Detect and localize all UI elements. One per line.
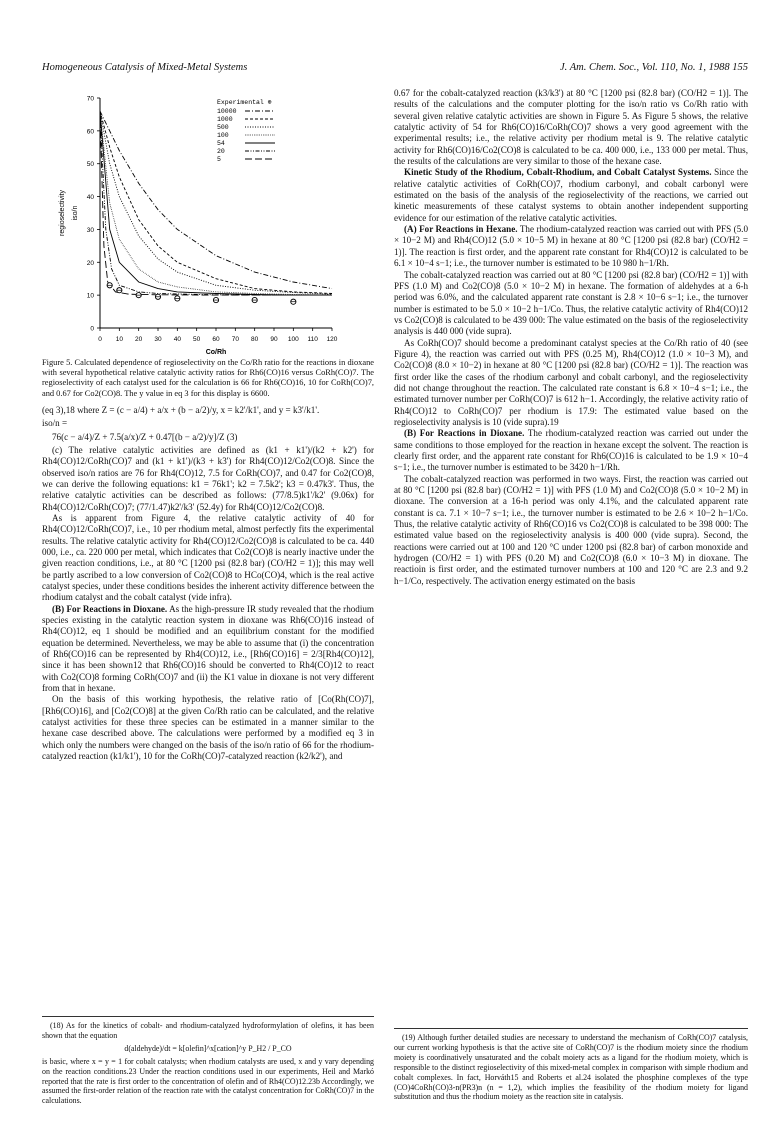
series-line-5: [100, 111, 332, 295]
right-paragraph-1: 0.67 for the cobalt-catalyzed reaction (k3/k3') at 80 °C [1200 psi (82.8 bar) (CO/H2 = 1)]. The results of the calculations and the computer plotting for the iso/n ratio vs Co/Rh ratio with several given relative catalytic activities are shown in Figure 5. As Figure 5 shows, the relative catalytic activity of 54 for Rh6(CO)16/CoRh(CO)7 shows a very good agreement with the experimental results; i.e., the relative activity per rhodium metal is 9. The relative catalytic activity for Rh6(CO)16/Co2(CO)8 is calculated to be ca. 400 000, i.e., 133 000 per metal. Thus, the results of the calculations are very similar to those of the hexane case.: [394, 88, 748, 167]
series-line-10000: [100, 111, 332, 289]
series-line-20: [100, 111, 332, 295]
left-paragraph-4-text: As the high-pressure IR study revealed that the rhodium species existing in the catalytic reaction system in dioxane was Rh6(CO)16 instead of Rh4(CO)12, eq 1 should be modified and an equilibrium constant for the modified equation be determined. Nevertheless, we may be able to assume that (i) the concentration of Rh6(CO)16 can be represented by Rh4(CO)12, i.e., [Rh6(CO)16] = 2/3[Rh4(CO)12], since it has been shown12 that Rh6(CO)16 should be converted to Rh4(CO)12 to react with Co2(CO)8 forming CoRh(CO)7 and (ii) the K1 value in dioxane is not very different from that in hexane.: [42, 603, 374, 694]
right-column: [394, 88, 748, 587]
y-tick-label: 10: [86, 292, 94, 300]
right-paragraph-7: The cobalt-catalyzed reaction was performed in two ways. First, the reaction was carried out at 80 °C [1200 psi (82.8 bar) (CO/H2 = 1)] with PFS (1.0 M) and Co2(CO)8 (5.0 × 10−2 M) in dioxane. The conversion at a 16-h period was only 4.1%, and the calculated apparent rate constant is ca. 7.1 × 10−7 s−1; i.e., the turnover number is estimated to be 2.6 × 10−2 h−1/Co. Thus, the relative catalytic activity of Rh6(CO)16 vs Co2(CO)8 is calculated to be 398 000: The estimated value based on the regioselectivity analysis is 400 000 (vide supra). Second, the reactions were carried out at 100 and 120 °C under 1200 psi (82.8 bar) of carbon monoxide and hydrogen (CO/H2 = 1) with PFS (0.20 M) and Co2(CO)8 (6.0 × 10−3 M) in dioxane. The reactioin is first order, and the estimated turnover numbers at 100 and 120 °C are 2.3 and 9.2 h−1/Co, respectively. The activation energy estimated on the basis: [394, 473, 748, 586]
x-tick-label: 0: [98, 336, 102, 343]
legend-label-20: 20: [217, 148, 225, 155]
legend-label-10000: 10000: [217, 108, 237, 115]
series-line-54: [100, 111, 332, 295]
section-heading-dioxane: (B) For Reactions in Dioxane.: [52, 603, 168, 614]
x-tick-label: 10: [115, 336, 123, 343]
x-axis-label: Co/Rh: [205, 349, 227, 356]
x-tick-label: 110: [307, 336, 318, 343]
left-paragraph-1: (eq 3),18 where Z = (c − a/4) + a/x + (b − a/2)/y, x = k2'/k1', and y = k3'/k1'.: [42, 404, 320, 415]
footnote-19-text: (19) Although further detailed studies are necessary to understand the mechanism of CoRh(CO)7 catalysis, our current working hypothesis is that the active site of CoRh(CO)7 is the rhodium moiety since the rhodium moiety is coordinatively unsaturated and the cobalt moiety acts as a ligand for the rhodium moiety, which is responsible to the distinct regioselectivity of this mixed-metal complex in comparison with simple rhodium and cobalt complexes. In fact, Horváth15 and Roberts et al.24 isolated the phosphine complexes of the type (CO)4CoRh(CO)3-n(PR3)n (n = 1,2), which implies the feasibility of the rhodium moiety for ligand substitution and thus the rhodium moiety as the reaction site in catalysis.: [394, 1033, 748, 1102]
y-axis-label-inner: iso/n: [72, 205, 79, 221]
y-axis-label-outer: regioselectivity: [59, 190, 66, 236]
x-tick-label: 40: [173, 336, 181, 343]
x-tick-label: 90: [270, 336, 278, 343]
x-tick-label: 70: [231, 336, 239, 343]
left-paragraph-2: (c) The relative catalytic activities are defined as (k1 + k1')/(k2 + k2') for Rh4(CO)12/CoRh(CO)7 and (k1 + k1')/(k3 + k3') for Rh4(CO)12/Co2(CO)8. Since the observed iso/n ratios are 76 for Rh4(CO)12, 7.5 for CoRh(CO)7, and 0.47 for Co2(CO)8, we can derive the following equations: k1 = 76k1'; k2 = 7.5k2'; k3 = 0.47k3'. Thus, the relative catalytic activities can be described as follows: (77/8.5)k1'/k2' (9.06x) for Rh4(CO)12/CoRh(CO)7; (77/1.47)k2'/k3' (52.4y) for Rh4(CO)12/Co2(CO)8.: [42, 444, 374, 512]
footnote-18: [42, 1016, 374, 1108]
figure-5-chart: [42, 88, 374, 356]
right-paragraph-6-text: The rhodium-catalyzed reaction was carried out under the same conditions to those employed for the reaction in hexane except the solvent. The reaction is clearly first order, and the apparent rate constant for Rh6(CO)16 is calculated to be 1.9 × 10−4 s−1; i.e., the turnover number is estimated to be 3420 h−1/Rh.: [394, 428, 748, 473]
section-heading-hexane: (A) For Reactions in Hexane.: [404, 224, 518, 235]
running-header-right: J. Am. Chem. Soc., Vol. 110, No. 1, 1988 155: [559, 62, 748, 73]
running-header-left: Homogeneous Catalysis of Mixed-Metal Systems: [42, 62, 248, 73]
x-tick-label: 80: [251, 336, 259, 343]
y-tick-label: 40: [86, 194, 94, 202]
legend-label-1000: 1000: [217, 116, 233, 123]
x-tick-label: 20: [135, 336, 143, 343]
x-tick-label: 100: [287, 336, 299, 343]
right-paragraph-2-text: Since the relative catalytic activities of CoRh(CO)7, rhodium carbonyl, and cobalt carbonyl were estimated on the basis of the analysis of the regioselectivity of the reactions, we carried out kinetic measurements of these catalyst systems to obtain another independent supporting evidence for our estimation of the relative catalytic activities.: [394, 167, 748, 223]
right-paragraph-3-text: The rhodium-catalyzed reaction was carried out with PFS (5.0 × 10−2 M) and Rh4(CO)12 (5.0 × 10−5 M) in hexane at 80 °C [1200 psi (82.8 bar) (CO/H2 = 1)]. The reaction is first order, and the apparent rate constant for Rh4(CO)12 is calculated to be 6.1 × 10−4 s−1; i.e., the turnover number is estimated to be 10 980 h−1/Rh.: [394, 224, 748, 269]
section-heading-dioxane-kinetic: (B) For Reactions in Dioxane.: [404, 428, 525, 439]
series-line-100: [100, 111, 332, 295]
y-tick-label: 0: [90, 325, 94, 333]
legend-label-5: 5: [217, 156, 221, 163]
left-paragraph-3: As is apparent from Figure 4, the relative catalytic activity of 40 for Rh4(CO)12/CoRh(CO)7, i.e., 10 per rhodium metal, almost perfectly fits the experimental results. The relative catalytic activity for Rh4(CO)12/Co2(CO)8 is calculated to be ca. 440 000, i.e., ca. 220 000 per metal, which indicates that Co2(CO)8 is nearly inactive under the given reaction conditions, i.e., at 80 °C [1200 psi (82.8 bar) (CO/H2 = 1)]; this may well be partly ascribed to a low conversion of Co2(CO)8 to HCo(CO)4, which is the real active catalyst species, under these conditions besides the inherent activity difference between the rhodium catalyst and the cobalt catalyst (vide infra).: [42, 512, 374, 603]
legend-label-54: 54: [217, 140, 225, 147]
series-line-500: [100, 111, 332, 294]
figure-5: [42, 88, 374, 356]
legend-label-100: 100: [217, 132, 229, 139]
x-tick-label: 120: [326, 336, 338, 343]
right-paragraph-2: [394, 167, 748, 224]
legend-label-500: 500: [217, 124, 229, 131]
footnote-18-equation: d(aldehyde)/dt = k[olefin]^x[cation]^y P_H2 / P_CO: [124, 1043, 292, 1053]
y-tick-label: 20: [86, 259, 94, 267]
left-paragraph-5: On the basis of this working hypothesis, the relative ratio of [Co(Rh(CO)7], [Rh6(CO)16], and [Co2(CO)8] at the given Co/Rh ratio can be calculated, and the relative catalyst activities for these three species can be estimated in a manner similar to the hexane case described above. The calculations were performed by a modified eq 3 in which only the numbers were changed on the basis of the iso/n ratio of 66 for the rhodium-catalyzed reaction (k1/k1'), 10 for the CoRh(CO)7-catalyzed reaction (k2/k2'), and: [42, 694, 374, 762]
x-tick-label: 50: [193, 336, 201, 343]
figure-5-caption: Figure 5. Calculated dependence of regioselectivity on the Co/Rh ratio for the reactions in dioxane with several hypothetical relative catalytic activity ratios for Rh6(CO)16 versus CoRh(CO)7. The regioselectivity of each catalyst used for the calculation is 66 for Rh6(CO)16, 10 for CoRh(CO)7, and 0.67 for Co2(CO)8. The y value in eq 3 for this display is 6600.: [42, 358, 374, 398]
footnote-18-text: (18) As for the kinetics of cobalt- and rhodium-catalyzed hydroformylation of olefins, it has been shown that the equation: [42, 1021, 374, 1040]
x-tick-label: 30: [154, 336, 162, 343]
x-tick-label: 60: [212, 336, 220, 343]
section-heading-kinetic: Kinetic Study of the Rhodium, Cobalt-Rhodium, and Cobalt Catalyst Systems.: [404, 167, 712, 178]
y-tick-label: 30: [86, 226, 94, 234]
series-line-1000: [100, 111, 332, 293]
left-column: [42, 88, 374, 762]
footnote-19: [394, 1028, 748, 1104]
y-tick-label: 50: [86, 161, 94, 169]
right-paragraph-5: As CoRh(CO)7 should become a predominant catalyst species at the Co/Rh ratio of 40 (see Figure 4), the reaction was carried out with PFS (0.25 M), Rh4(CO)12 (1.0 × 10−3 M), and Co2(CO)8 (8.0 × 10−2) in hexane at 80 °C [1200 psi (82.8 bar) (CO/H2 = 1)]. The reaction was first order like the cases of the rhodium carbonyl and cobalt carbonyl, and the regioselectivity did not change throughout the reaction. The calculated rate constant is 6.8 × 10−4 s−1; i.e., the estimated turnover number per CoRh(CO)7 is 612 h−1. Accordingly, the relative activity ratio of Rh4(CO)12 to CoRh(CO)7 per rhodium is 17.9: The estimated value based on the regioselectivity analysis is 10 (vide supra).19: [394, 337, 748, 427]
right-paragraph-6: [394, 428, 748, 473]
y-tick-label: 60: [86, 128, 94, 136]
footnote-18-continued: is basic, where x = y = 1 for cobalt catalysts; when rhodium catalysts are used, x and y vary depending on the reaction conditions.23 Under the reaction conditions used in our experiments, Heil and Markó reported that the rate is first order to the concentration of olefin and of Rh4(CO)12.23b Accordingly, we assumed the first-order relation of the reaction rate with the catalyst concentration for CoRh(CO)7 in the calculations.: [42, 1056, 374, 1106]
y-tick-label: 70: [86, 95, 94, 103]
left-paragraph-4: [42, 604, 374, 695]
equation-3-lhs: iso/n =: [42, 418, 68, 429]
right-paragraph-3: [394, 224, 748, 269]
legend-title: Experimental ⊕: [217, 99, 272, 106]
equation-3-body: 76(c − a/4)/Z + 7.5(a/x)/Z + 0.47[(b − a/2)/y]/Z (3): [52, 431, 238, 442]
right-paragraph-4: The cobalt-catalyzed reaction was carried out at 80 °C [1200 psi (82.8 bar) (CO/H2 = 1)] with PFS (1.0 M) and Co2(CO)8 (5.0 × 10−2 M) in hexane. The formation of aldehydes at a 6-h period was 6.0%, and the calculated apparent rate constant is 2.8 × 10−6 s−1; i.e., the turnover number is estimated to be 5.0 × 10−2 h−1/Co. Thus, the relative catalytic activity of Rh4(CO)12 vs Co2(CO)8 is calculated to be 439 000: The value estimated on the basis of the regioselectivity analysis is 440 000 (vide supra).: [394, 269, 748, 337]
